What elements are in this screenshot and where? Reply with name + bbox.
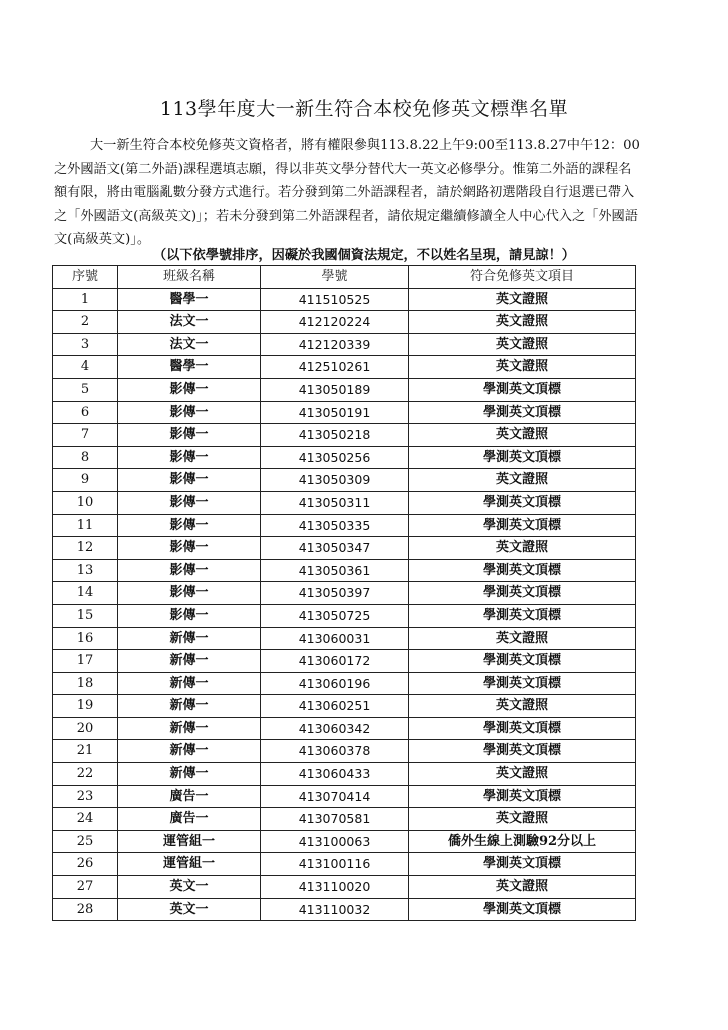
student-id-cell: 413050361: [261, 559, 409, 582]
table-row: [53, 311, 636, 334]
table-body: [53, 288, 636, 921]
student-id-cell: 413050256: [261, 446, 409, 469]
serial-cell: 12: [53, 537, 118, 560]
exemption-table: [52, 265, 636, 921]
table-row: [53, 424, 636, 447]
exemption-item-cell: 學測英文頂標: [409, 672, 636, 695]
table-row: [53, 740, 636, 763]
privacy-note: （以下依學號排序，因礙於我國個資法規定，不以姓名呈現，請見諒！）: [153, 248, 575, 263]
student-id-cell: 413050347: [261, 537, 409, 560]
exemption-item-cell: 英文證照: [409, 356, 636, 379]
class-cell: 廣告一: [118, 808, 261, 831]
exemption-item-cell: 學測英文頂標: [409, 514, 636, 537]
class-cell: 影傳一: [118, 378, 261, 401]
table-row: [53, 898, 636, 921]
exemption-item-cell: 英文證照: [409, 469, 636, 492]
student-id-cell: 413050191: [261, 401, 409, 424]
exemption-item-cell: 學測英文頂標: [409, 378, 636, 401]
student-id-cell: 413060031: [261, 627, 409, 650]
table-row: [53, 469, 636, 492]
exemption-item-cell: 英文證照: [409, 876, 636, 899]
table-row: [53, 582, 636, 605]
class-cell: 英文一: [118, 876, 261, 899]
class-cell: 新傳一: [118, 672, 261, 695]
student-id-cell: 412510261: [261, 356, 409, 379]
serial-cell: 25: [53, 830, 118, 853]
class-cell: 影傳一: [118, 514, 261, 537]
table-row: [53, 785, 636, 808]
class-cell: 運管組一: [118, 830, 261, 853]
exemption-item-cell: 僑外生線上測驗92分以上: [409, 830, 636, 853]
table-row: [53, 446, 636, 469]
serial-cell: 23: [53, 785, 118, 808]
table-header-row: [53, 266, 636, 289]
student-id-cell: 413060433: [261, 763, 409, 786]
student-id-cell: 413100116: [261, 853, 409, 876]
exemption-item-cell: 學測英文頂標: [409, 559, 636, 582]
table-row: [53, 717, 636, 740]
student-id-cell: 413070581: [261, 808, 409, 831]
serial-cell: 3: [53, 333, 118, 356]
serial-cell: 22: [53, 763, 118, 786]
student-id-cell: 413060342: [261, 717, 409, 740]
student-id-cell: 413050311: [261, 491, 409, 514]
class-cell: 影傳一: [118, 582, 261, 605]
table-row: [53, 333, 636, 356]
student-id-cell: 412120339: [261, 333, 409, 356]
serial-cell: 28: [53, 898, 118, 921]
class-cell: 影傳一: [118, 537, 261, 560]
exemption-item-cell: 學測英文頂標: [409, 604, 636, 627]
serial-cell: 13: [53, 559, 118, 582]
exemption-item-cell: 英文證照: [409, 333, 636, 356]
intro-paragraph: [54, 134, 644, 252]
class-cell: 新傳一: [118, 740, 261, 763]
serial-cell: 7: [53, 424, 118, 447]
class-cell: 新傳一: [118, 650, 261, 673]
page-title: 113學年度大一新生符合本校免修英文標準名單: [159, 98, 569, 120]
table-row: [53, 604, 636, 627]
student-id-cell: 413050189: [261, 378, 409, 401]
exemption-item-cell: 英文證照: [409, 627, 636, 650]
student-id-cell: 412120224: [261, 311, 409, 334]
table-row: [53, 763, 636, 786]
class-cell: 法文一: [118, 333, 261, 356]
student-id-cell: 413050309: [261, 469, 409, 492]
student-id-cell: 413060172: [261, 650, 409, 673]
serial-cell: 4: [53, 356, 118, 379]
exemption-item-cell: 學測英文頂標: [409, 446, 636, 469]
header-class: 班級名稱: [118, 266, 261, 289]
class-cell: 醫學一: [118, 288, 261, 311]
exemption-item-cell: 學測英文頂標: [409, 401, 636, 424]
exemption-item-cell: 學測英文頂標: [409, 898, 636, 921]
serial-cell: 20: [53, 717, 118, 740]
serial-cell: 24: [53, 808, 118, 831]
serial-cell: 26: [53, 853, 118, 876]
class-cell: 新傳一: [118, 763, 261, 786]
exemption-item-cell: 英文證照: [409, 424, 636, 447]
class-cell: 廣告一: [118, 785, 261, 808]
table-row: [53, 559, 636, 582]
table-row: [53, 695, 636, 718]
student-id-cell: 413050397: [261, 582, 409, 605]
exemption-item-cell: 學測英文頂標: [409, 491, 636, 514]
serial-cell: 8: [53, 446, 118, 469]
student-id-cell: 413070414: [261, 785, 409, 808]
table-row: [53, 830, 636, 853]
student-id-cell: 413050335: [261, 514, 409, 537]
exemption-item-cell: 英文證照: [409, 311, 636, 334]
header-serial: 序號: [53, 266, 118, 289]
exemption-item-cell: 學測英文頂標: [409, 650, 636, 673]
exemption-item-cell: 英文證照: [409, 808, 636, 831]
class-cell: 影傳一: [118, 446, 261, 469]
serial-cell: 10: [53, 491, 118, 514]
serial-cell: 5: [53, 378, 118, 401]
class-cell: 法文一: [118, 311, 261, 334]
table-row: [53, 288, 636, 311]
serial-cell: 14: [53, 582, 118, 605]
class-cell: 影傳一: [118, 491, 261, 514]
exemption-item-cell: 學測英文頂標: [409, 853, 636, 876]
serial-cell: 19: [53, 695, 118, 718]
serial-cell: 15: [53, 604, 118, 627]
student-id-cell: 413060251: [261, 695, 409, 718]
table-row: [53, 627, 636, 650]
table-row: [53, 514, 636, 537]
table-row: [53, 808, 636, 831]
student-id-cell: 413050725: [261, 604, 409, 627]
student-id-cell: 413060378: [261, 740, 409, 763]
serial-cell: 2: [53, 311, 118, 334]
exemption-item-cell: 學測英文頂標: [409, 582, 636, 605]
student-id-cell: 413100063: [261, 830, 409, 853]
class-cell: 新傳一: [118, 717, 261, 740]
table-row: [53, 356, 636, 379]
table-row: [53, 672, 636, 695]
serial-cell: 16: [53, 627, 118, 650]
serial-cell: 21: [53, 740, 118, 763]
class-cell: 運管組一: [118, 853, 261, 876]
student-id-cell: 413110020: [261, 876, 409, 899]
table-row: [53, 537, 636, 560]
class-cell: 新傳一: [118, 627, 261, 650]
table-row: [53, 401, 636, 424]
class-cell: 醫學一: [118, 356, 261, 379]
class-cell: 影傳一: [118, 424, 261, 447]
student-id-cell: 413110032: [261, 898, 409, 921]
class-cell: 影傳一: [118, 401, 261, 424]
exemption-item-cell: 英文證照: [409, 763, 636, 786]
exemption-item-cell: 英文證照: [409, 288, 636, 311]
exemption-item-cell: 英文證照: [409, 537, 636, 560]
student-id-cell: 411510525: [261, 288, 409, 311]
table-row: [53, 853, 636, 876]
class-cell: 影傳一: [118, 469, 261, 492]
serial-cell: 9: [53, 469, 118, 492]
serial-cell: 1: [53, 288, 118, 311]
table-row: [53, 650, 636, 673]
table-row: [53, 378, 636, 401]
exemption-item-cell: 學測英文頂標: [409, 740, 636, 763]
intro-paragraph-text: 大一新生符合本校免修英文資格者，將有權限參與113.8.22上午9:00至113.8.27中午12：00之外國語文(第二外語)課程選填志願，得以非英文學分替代大一英文必修學分。惟第二外語的課程名額有限，將由電腦亂數分發方式進行。若分發到第二外語課程者，請於網路初選階段自行退選已帶入之「外國語文(高級英文)」；若未分發到第二外語課程者，請依規定繼續修讀全人中心代入之「外國語文(高級英文)」。: [54, 138, 640, 247]
exemption-item-cell: 英文證照: [409, 695, 636, 718]
class-cell: 影傳一: [118, 559, 261, 582]
exemption-item-cell: 學測英文頂標: [409, 717, 636, 740]
table-row: [53, 491, 636, 514]
class-cell: 影傳一: [118, 604, 261, 627]
student-id-cell: 413060196: [261, 672, 409, 695]
table-row: [53, 876, 636, 899]
serial-cell: 27: [53, 876, 118, 899]
serial-cell: 18: [53, 672, 118, 695]
header-exemption-item: 符合免修英文項目: [409, 266, 636, 289]
header-student-id: 學號: [261, 266, 409, 289]
exemption-item-cell: 學測英文頂標: [409, 785, 636, 808]
serial-cell: 6: [53, 401, 118, 424]
serial-cell: 17: [53, 650, 118, 673]
class-cell: 英文一: [118, 898, 261, 921]
serial-cell: 11: [53, 514, 118, 537]
student-id-cell: 413050218: [261, 424, 409, 447]
class-cell: 新傳一: [118, 695, 261, 718]
